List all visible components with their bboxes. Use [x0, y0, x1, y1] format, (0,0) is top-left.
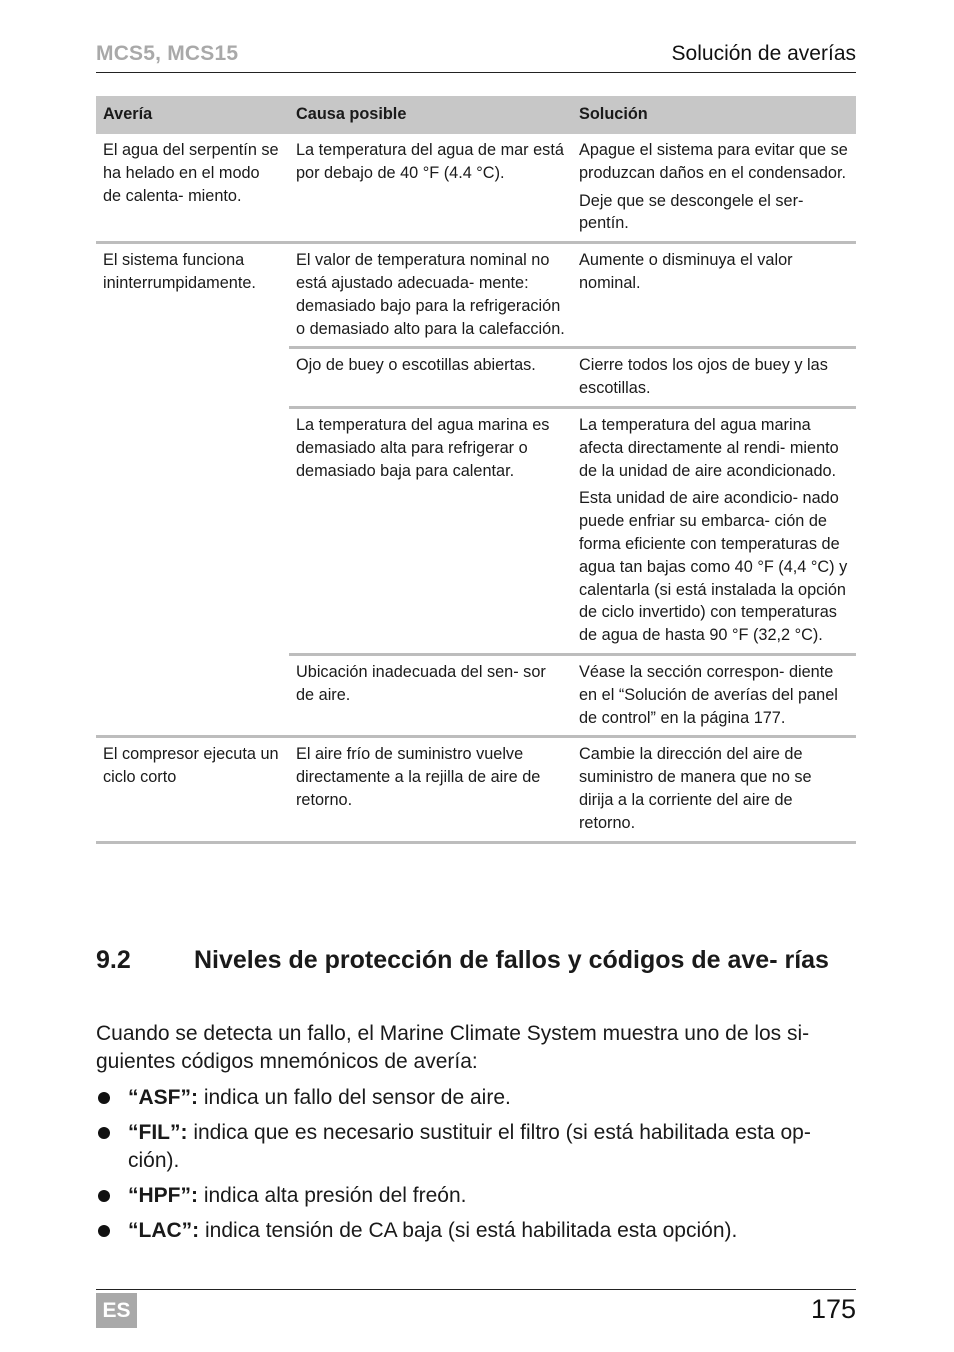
solution-cell	[572, 134, 856, 243]
bullet-icon	[98, 1190, 110, 1202]
page-header	[96, 40, 856, 73]
intro-paragraph: Cuando se detecta un fallo, el Marine Climate System muestra uno de los si- guientes códigos mnemónicos de avería:	[96, 1022, 810, 1073]
page-number: 175	[810, 1294, 856, 1324]
section-title: Niveles de protección de fallos y códigos de ave- rías	[194, 946, 829, 974]
fault-cell: El sistema funciona ininterrumpidamente.	[96, 243, 289, 737]
fault-code: “FIL”:	[128, 1121, 194, 1144]
table-row	[96, 243, 856, 348]
fault-cell: El compresor ejecuta un ciclo corto	[96, 737, 289, 842]
solution-paragraph: Apague el sistema para evitar que se produzcan daños en el condensador.	[579, 141, 848, 182]
table-header-row	[96, 96, 856, 134]
fault-code-description: indica que es necesario sustituir el filtro (si está habilitada esta op- ción).	[128, 1121, 811, 1172]
list-item	[96, 1119, 862, 1175]
solution-cell	[572, 407, 856, 654]
header-section-title: Solución de averías	[671, 42, 856, 65]
fault-code: “ASF”:	[128, 1086, 204, 1109]
fault-code-description: indica tensión de CA baja (si está habilitada esta opción).	[205, 1219, 738, 1242]
cause-cell: El aire frío de suministro vuelve directamente a la rejilla de aire de retorno.	[289, 737, 572, 842]
section-number: 9.2	[96, 946, 131, 974]
column-header-fault: Avería	[96, 96, 289, 134]
solution-cell	[572, 737, 856, 842]
solution-paragraph: Cambie la dirección del aire de suministro de manera que no se dirija a la corriente del aire de retorno.	[579, 745, 812, 832]
cause-cell: La temperatura del agua de mar está por debajo de 40 °F (4.4 °C).	[289, 134, 572, 243]
fault-code-list	[96, 1084, 862, 1252]
list-item	[96, 1084, 862, 1112]
column-header-solution: Solución	[572, 96, 856, 134]
bullet-icon	[98, 1225, 110, 1237]
solution-paragraph: Deje que se descongele el ser- pentín.	[579, 191, 804, 233]
list-item	[96, 1217, 862, 1245]
fault-code-description: indica un fallo del sensor de aire.	[203, 1086, 511, 1109]
list-item	[96, 1182, 862, 1210]
cause-cell: El valor de temperatura nominal no está ajustado adecuada- mente: demasiado bajo para la refrigeración o demasiado alto para la calefacción.	[296, 251, 565, 338]
bullet-icon	[98, 1127, 110, 1139]
fault-cell: El agua del serpentín se ha helado en el modo de calenta- miento.	[96, 134, 289, 243]
table-row	[96, 737, 856, 842]
cause-cell: Ojo de buey o escotillas abiertas.	[289, 348, 572, 408]
solution-paragraph: Aumente o disminuya el valor nominal.	[579, 251, 793, 292]
troubleshooting-table	[96, 96, 856, 844]
solution-cell	[572, 348, 856, 408]
fault-code: “LAC”:	[128, 1219, 205, 1242]
cause-cell: Ubicación inadecuada del sen- sor de aire.	[289, 654, 572, 736]
product-model: MCS5, MCS15	[96, 42, 239, 65]
solution-paragraph: Véase la sección correspon- diente en el “Solución de averías del panel de control” en la página 177.	[579, 662, 838, 727]
language-badge: ES	[96, 1293, 137, 1328]
cause-cell: La temperatura del agua marina es demasiado alta para refrigerar o demasiado baja para calentar.	[289, 407, 572, 654]
solution-paragraph: Cierre todos los ojos de buey y las escotillas.	[579, 356, 828, 398]
fault-code-description: indica alta presión del freón.	[203, 1184, 467, 1207]
table-row	[96, 134, 856, 243]
page-footer	[96, 1289, 856, 1330]
solution-cell	[572, 654, 856, 736]
column-header-cause: Causa posible	[289, 96, 572, 134]
solution-paragraph: La temperatura del agua marina afecta directamente al rendi- miento de la unidad de aire acondicionado.	[579, 415, 839, 480]
bullet-icon	[98, 1092, 110, 1104]
solution-cell	[572, 243, 856, 348]
fault-code: “HPF”:	[128, 1184, 204, 1207]
solution-paragraph: Esta unidad de aire acondicio- nado puede enfriar su embarca- ción de forma eficiente con temperaturas de agua tan bajas como 40 °F (4,4 °C) y calentarla (si está instalada la opción de ciclo invertido) con temperaturas de agua de hasta 90 °F (32,2 °C).	[579, 489, 848, 645]
